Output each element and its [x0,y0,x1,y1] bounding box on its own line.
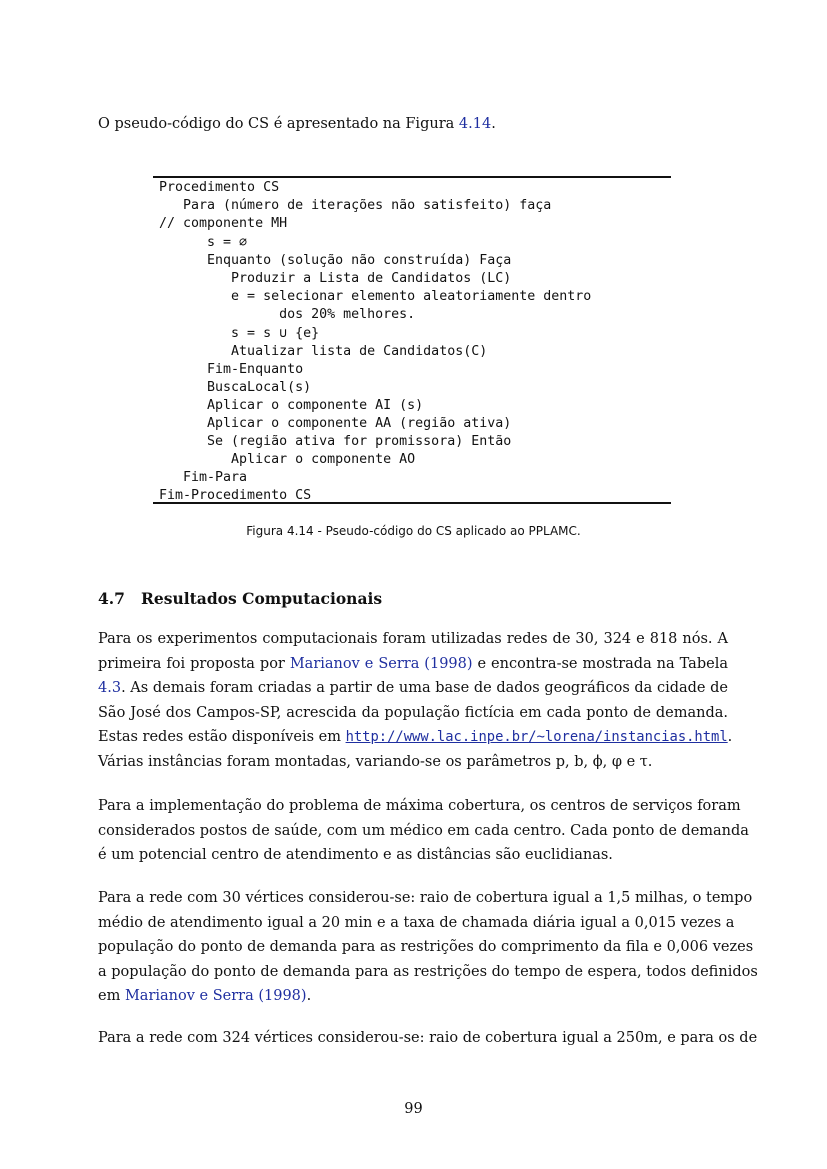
text-line: Para a rede com 324 vértices considerou-se: raio de cobertura igual a 250m, e para os de [98,1030,758,1046]
code-line: Fim-Enquanto [159,362,304,377]
code-line: Enquanto (solução não construída) Faça [159,253,512,268]
text-line: a população do ponto de demanda para as restrições do tempo de espera, todos definidos [98,963,758,980]
citation-link[interactable]: Marianov e Serra (1998) [289,655,473,672]
text-line: Para a implementação do problema de máxima cobertura, os centros de serviços foram [98,798,741,814]
figure-caption: Figura 4.14 - Pseudo-código do CS aplicado ao PPLAMC. [246,524,581,538]
text-line: Várias instâncias foram montadas, variando-se os parâmetros p, b, ϕ, φ e τ. [98,753,653,770]
code-line: dos 20% melhores. [159,307,416,322]
citation-link[interactable]: Marianov e Serra (1998) [124,988,307,1005]
text-span: Estas redes estão disponíveis em [98,729,346,746]
code-line: e = selecionar elemento aleatoriamente dentro [159,289,592,304]
paragraph-network-324 [98,1026,758,1051]
text-line [98,984,728,1009]
code-line: Produzir a Lista de Candidatos (LC) [159,271,512,286]
section-title: Resultados Computacionais [141,589,383,608]
pseudocode-box [153,176,671,504]
text-line: Para os experimentos computacionais foram utilizadas redes de 30, 324 e 818 nós. A [98,631,728,647]
page-number: 99 [404,1101,423,1117]
code-line: s = ∅ [159,235,248,250]
code-line: Fim-Procedimento CS [159,488,312,503]
text-span: e encontra-se mostrada na Tabela [472,655,728,672]
text-span: . [306,988,312,1005]
code-line: Aplicar o componente AI (s) [159,398,424,413]
code-line: Aplicar o componente AA (região ativa) [159,416,512,431]
paragraph-networks [98,627,733,775]
code-line: // componente MH [159,216,288,231]
paragraph-network-30 [98,886,758,1009]
intro-end: . [491,116,496,132]
code-line: Atualizar lista de Candidatos(C) [159,344,488,359]
text-line: considerados postos de saúde, com um médico em cada centro. Cada ponto de demanda [98,822,749,839]
intro-text: O pseudo-código do CS é apresentado na Figura [98,116,459,132]
text-line: médio de atendimento igual a 20 min e a taxa de chamada diária igual a 0,015 vezes a [98,914,735,931]
text-line: é um potencial centro de atendimento e as distâncias são euclidianas. [98,847,613,864]
code-line: Fim-Para [159,470,248,485]
code-line: Procedimento CS [159,180,280,195]
text-line [98,652,728,677]
section-number: 4.7 [98,589,125,608]
text-span: . [727,729,733,746]
text-line: São José dos Campos-SP, acrescida da população fictícia em cada ponto de demanda. [98,704,728,721]
text-line: Para a rede com 30 vértices considerou-se: raio de cobertura igual a 1,5 milhas, o tempo [98,890,753,906]
text-span: primeira foi proposta por [98,655,290,672]
text-line [98,676,728,701]
code-line: Para (número de iterações não satisfeito) faça [159,198,552,213]
code-line: Aplicar o componente AO [159,452,416,467]
paragraph-coverage [98,794,749,868]
text-span: . As demais foram criadas a partir de uma base de dados geográficos da cidade de [121,680,728,697]
text-span: em [98,988,125,1005]
code-line: BuscaLocal(s) [159,380,312,395]
url-link[interactable]: http://www.lac.inpe.br/~lorena/instancias.html [345,729,728,746]
table-reference-link[interactable]: 4.3 [98,680,122,697]
text-line: população do ponto de demanda para as restrições do comprimento da fila e 0,006 vezes [98,939,754,956]
code-line: Se (região ativa for promissora) Então [159,434,512,449]
figure-reference-link[interactable]: 4.14 [458,116,492,132]
intro-paragraph [98,114,496,134]
code-line: s = s ∪ {e} [159,326,320,341]
section-heading [98,589,382,608]
text-line [98,725,733,750]
